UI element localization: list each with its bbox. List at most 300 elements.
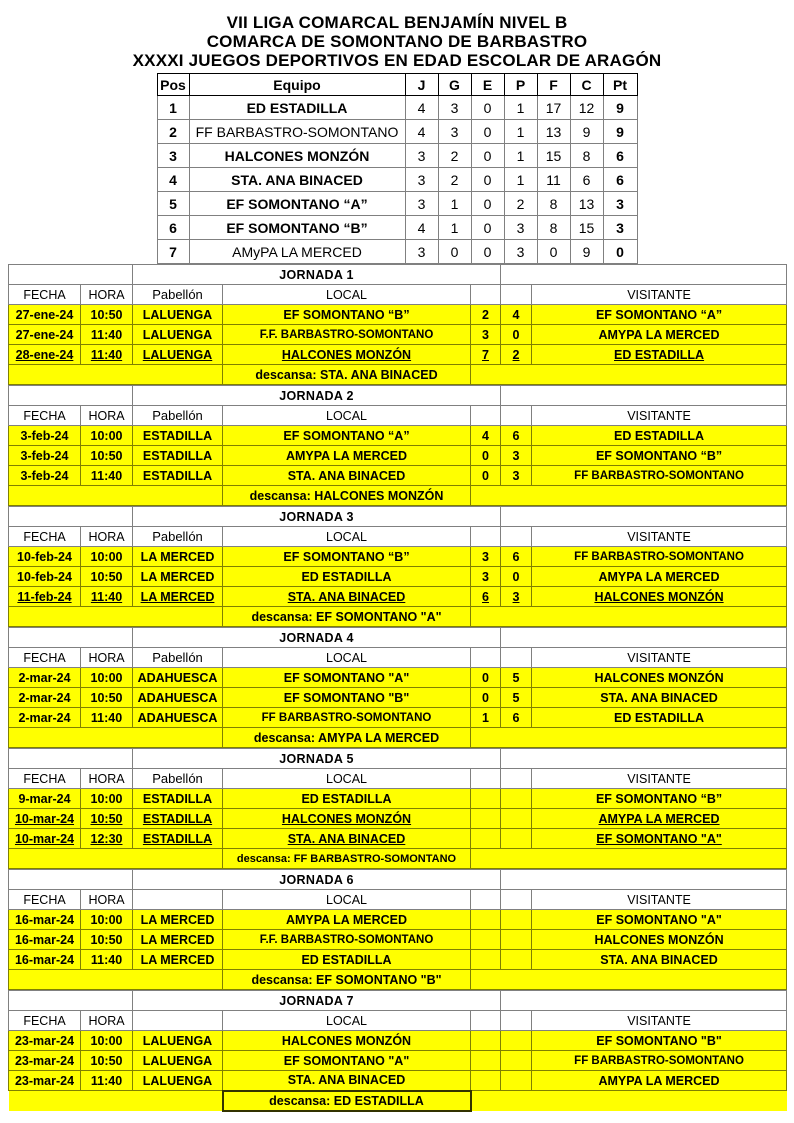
match-away-team: ED ESTADILLA bbox=[532, 345, 787, 365]
standings-cell-f: 8 bbox=[537, 192, 570, 216]
standings-cell-e: 0 bbox=[471, 240, 504, 264]
match-home-team: HALCONES MONZÓN bbox=[223, 809, 471, 829]
match-date: 23-mar-24 bbox=[9, 1051, 81, 1071]
rest-blank-right bbox=[471, 970, 787, 990]
match-home-team: ED ESTADILLA bbox=[223, 950, 471, 970]
rest-row bbox=[9, 849, 787, 869]
standings-cell-c: 6 bbox=[570, 168, 603, 192]
column-header-score-away bbox=[501, 769, 532, 789]
match-home-team: AMYPA LA MERCED bbox=[223, 910, 471, 930]
match-time: 10:00 bbox=[81, 547, 133, 567]
standings-cell-pt: 6 bbox=[603, 168, 637, 192]
standings-cell-team: HALCONES MONZÓN bbox=[189, 144, 405, 168]
match-away-team: FF BARBASTRO-SOMONTANO bbox=[532, 466, 787, 486]
standings-cell-pos: 1 bbox=[157, 96, 189, 120]
jornada-block bbox=[8, 748, 786, 869]
jornada-title-pad-right bbox=[501, 628, 787, 648]
standings-cell-c: 8 bbox=[570, 144, 603, 168]
standings-cell-j: 4 bbox=[405, 216, 438, 240]
match-date: 3-feb-24 bbox=[9, 446, 81, 466]
standings-row bbox=[157, 144, 637, 168]
match-venue: ADAHUESCA bbox=[133, 688, 223, 708]
match-venue: LA MERCED bbox=[133, 950, 223, 970]
match-time: 10:50 bbox=[81, 930, 133, 950]
jornada-table bbox=[8, 264, 787, 385]
column-header-score-home bbox=[471, 527, 501, 547]
match-row bbox=[9, 587, 787, 607]
match-home-team: EF SOMONTANO “B” bbox=[223, 305, 471, 325]
match-date: 27-ene-24 bbox=[9, 305, 81, 325]
rest-blank-right bbox=[471, 728, 787, 748]
standings-cell-f: 15 bbox=[537, 144, 570, 168]
match-away-team: AMYPA LA MERCED bbox=[532, 325, 787, 345]
match-away-team: EF SOMONTANO “B” bbox=[532, 446, 787, 466]
column-header-hora: HORA bbox=[81, 527, 133, 547]
match-time: 10:50 bbox=[81, 1051, 133, 1071]
jornada-title-pad-left bbox=[9, 749, 133, 769]
jornada-title: JORNADA 6 bbox=[133, 870, 501, 890]
match-score-home bbox=[471, 829, 501, 849]
rest-blank-left bbox=[9, 607, 223, 627]
jornada-header-row bbox=[9, 527, 787, 547]
match-score-home: 1 bbox=[471, 708, 501, 728]
match-time: 11:40 bbox=[81, 345, 133, 365]
column-header-visitante: VISITANTE bbox=[532, 406, 787, 426]
match-score-away bbox=[501, 910, 532, 930]
match-score-away: 0 bbox=[501, 325, 532, 345]
standings-cell-g: 2 bbox=[438, 144, 471, 168]
match-home-team: STA. ANA BINACED bbox=[223, 466, 471, 486]
match-away-team: STA. ANA BINACED bbox=[532, 950, 787, 970]
rest-blank-left bbox=[9, 849, 223, 869]
rest-team-label: descansa: HALCONES MONZÓN bbox=[223, 486, 471, 506]
standings-cell-pt: 9 bbox=[603, 96, 637, 120]
column-header-hora: HORA bbox=[81, 890, 133, 910]
column-header-hora: HORA bbox=[81, 769, 133, 789]
standings-header-e: E bbox=[471, 74, 504, 96]
rest-row bbox=[9, 607, 787, 627]
match-score-away: 6 bbox=[501, 426, 532, 446]
rest-blank-left bbox=[9, 970, 223, 990]
match-time: 10:00 bbox=[81, 668, 133, 688]
match-date: 9-mar-24 bbox=[9, 789, 81, 809]
standings-cell-pt: 6 bbox=[603, 144, 637, 168]
match-home-team: F.F. BARBASTRO-SOMONTANO bbox=[223, 325, 471, 345]
column-header-score-away bbox=[501, 406, 532, 426]
jornada-table bbox=[8, 627, 787, 748]
match-score-home: 3 bbox=[471, 325, 501, 345]
match-score-away: 3 bbox=[501, 587, 532, 607]
match-row bbox=[9, 567, 787, 587]
jornada-table bbox=[8, 506, 787, 627]
match-time: 11:40 bbox=[81, 708, 133, 728]
match-home-team: STA. ANA BINACED bbox=[223, 1071, 471, 1091]
standings-cell-e: 0 bbox=[471, 192, 504, 216]
match-venue: LA MERCED bbox=[133, 930, 223, 950]
match-row bbox=[9, 688, 787, 708]
title-line-juegos: XXXXI JUEGOS DEPORTIVOS EN EDAD ESCOLAR DE ARAGÓN bbox=[132, 51, 662, 70]
match-score-away: 6 bbox=[501, 547, 532, 567]
match-venue: ESTADILLA bbox=[133, 789, 223, 809]
standings-cell-j: 4 bbox=[405, 120, 438, 144]
standings-cell-g: 2 bbox=[438, 168, 471, 192]
match-score-away bbox=[501, 789, 532, 809]
jornada-title-pad-right bbox=[501, 507, 787, 527]
rest-blank-left bbox=[9, 728, 223, 748]
match-time: 11:40 bbox=[81, 325, 133, 345]
match-venue: LALUENGA bbox=[133, 305, 223, 325]
column-header-pabellon: Pabellón bbox=[133, 527, 223, 547]
column-header-score-home bbox=[471, 1011, 501, 1031]
column-header-score-home bbox=[471, 890, 501, 910]
jornada-block bbox=[8, 627, 786, 748]
match-row bbox=[9, 1031, 787, 1051]
match-away-team: AMYPA LA MERCED bbox=[532, 567, 787, 587]
standings-cell-c: 9 bbox=[570, 240, 603, 264]
standings-cell-team: FF BARBASTRO-SOMONTANO bbox=[189, 120, 405, 144]
match-score-home: 0 bbox=[471, 466, 501, 486]
match-row bbox=[9, 466, 787, 486]
column-header-visitante: VISITANTE bbox=[532, 890, 787, 910]
match-time: 11:40 bbox=[81, 587, 133, 607]
match-row bbox=[9, 1051, 787, 1071]
rest-row bbox=[9, 365, 787, 385]
match-away-team: FF BARBASTRO-SOMONTANO bbox=[532, 547, 787, 567]
column-header-score-away bbox=[501, 648, 532, 668]
jornada-block bbox=[8, 264, 786, 385]
match-venue: LALUENGA bbox=[133, 325, 223, 345]
match-row bbox=[9, 426, 787, 446]
rest-team-label: descansa: EF SOMONTANO "B" bbox=[223, 970, 471, 990]
match-row bbox=[9, 930, 787, 950]
rest-blank-right bbox=[471, 849, 787, 869]
standings-header-g: G bbox=[438, 74, 471, 96]
column-header-pabellon: Pabellón bbox=[133, 406, 223, 426]
column-header-local: LOCAL bbox=[223, 1011, 471, 1031]
standings-cell-team: AMyPA LA MERCED bbox=[189, 240, 405, 264]
column-header-pabellon: Pabellón bbox=[133, 769, 223, 789]
match-away-team: EF SOMONTANO "A" bbox=[532, 829, 787, 849]
rest-row bbox=[9, 970, 787, 990]
standings-cell-team: STA. ANA BINACED bbox=[189, 168, 405, 192]
standings-header-equipo: Equipo bbox=[189, 74, 405, 96]
match-away-team: HALCONES MONZÓN bbox=[532, 930, 787, 950]
match-away-team: EF SOMONTANO "B" bbox=[532, 1031, 787, 1051]
column-header-fecha: FECHA bbox=[9, 648, 81, 668]
match-score-away: 5 bbox=[501, 688, 532, 708]
match-date: 10-mar-24 bbox=[9, 829, 81, 849]
match-score-away: 3 bbox=[501, 446, 532, 466]
match-row bbox=[9, 1071, 787, 1091]
column-header-fecha: FECHA bbox=[9, 527, 81, 547]
match-venue: LA MERCED bbox=[133, 547, 223, 567]
column-header-local: LOCAL bbox=[223, 890, 471, 910]
match-away-team: ED ESTADILLA bbox=[532, 426, 787, 446]
match-score-away bbox=[501, 930, 532, 950]
standings-header-c: C bbox=[570, 74, 603, 96]
standings-header-p: P bbox=[504, 74, 537, 96]
match-score-home bbox=[471, 930, 501, 950]
match-home-team: HALCONES MONZÓN bbox=[223, 345, 471, 365]
standings-row bbox=[157, 120, 637, 144]
match-row bbox=[9, 910, 787, 930]
match-date: 16-mar-24 bbox=[9, 930, 81, 950]
rest-blank-right bbox=[471, 607, 787, 627]
standings-cell-c: 12 bbox=[570, 96, 603, 120]
jornada-header-row bbox=[9, 890, 787, 910]
standings-cell-e: 0 bbox=[471, 216, 504, 240]
match-score-away bbox=[501, 809, 532, 829]
standings-cell-p: 1 bbox=[504, 168, 537, 192]
match-date: 3-feb-24 bbox=[9, 466, 81, 486]
jornada-title-pad-right bbox=[501, 991, 787, 1011]
match-score-away bbox=[501, 1071, 532, 1091]
rest-blank-left bbox=[9, 365, 223, 385]
jornada-title-pad-right bbox=[501, 870, 787, 890]
standings-header-pos: Pos bbox=[157, 74, 189, 96]
jornada-table bbox=[8, 748, 787, 869]
match-score-home: 4 bbox=[471, 426, 501, 446]
column-header-score-away bbox=[501, 527, 532, 547]
standings-cell-team: ED ESTADILLA bbox=[189, 96, 405, 120]
match-date: 2-mar-24 bbox=[9, 688, 81, 708]
column-header-fecha: FECHA bbox=[9, 890, 81, 910]
jornada-title-pad-right bbox=[501, 749, 787, 769]
rest-row bbox=[9, 1091, 787, 1111]
standings-cell-g: 1 bbox=[438, 216, 471, 240]
match-date: 11-feb-24 bbox=[9, 587, 81, 607]
jornada-title: JORNADA 4 bbox=[133, 628, 501, 648]
standings-cell-pos: 2 bbox=[157, 120, 189, 144]
rest-blank-right bbox=[471, 1091, 787, 1111]
jornada-block bbox=[8, 506, 786, 627]
column-header-pabellon: Pabellón bbox=[133, 285, 223, 305]
standings-header-j: J bbox=[405, 74, 438, 96]
match-row bbox=[9, 829, 787, 849]
match-home-team: AMYPA LA MERCED bbox=[223, 446, 471, 466]
column-header-score-home bbox=[471, 406, 501, 426]
match-away-team: AMYPA LA MERCED bbox=[532, 1071, 787, 1091]
match-away-team: EF SOMONTANO “A” bbox=[532, 305, 787, 325]
match-score-away: 5 bbox=[501, 668, 532, 688]
match-score-home bbox=[471, 910, 501, 930]
match-row bbox=[9, 446, 787, 466]
match-away-team: HALCONES MONZÓN bbox=[532, 668, 787, 688]
match-score-away bbox=[501, 1031, 532, 1051]
match-time: 10:00 bbox=[81, 1031, 133, 1051]
match-score-home: 0 bbox=[471, 668, 501, 688]
standings-cell-c: 9 bbox=[570, 120, 603, 144]
standings-cell-e: 0 bbox=[471, 144, 504, 168]
match-home-team: EF SOMONTANO "A" bbox=[223, 668, 471, 688]
match-time: 10:00 bbox=[81, 910, 133, 930]
match-home-team: EF SOMONTANO “A” bbox=[223, 426, 471, 446]
standings-cell-pt: 3 bbox=[603, 192, 637, 216]
column-header-hora: HORA bbox=[81, 406, 133, 426]
match-away-team: EF SOMONTANO "A" bbox=[532, 910, 787, 930]
jornada-title: JORNADA 2 bbox=[133, 386, 501, 406]
match-time: 10:00 bbox=[81, 426, 133, 446]
match-time: 10:50 bbox=[81, 305, 133, 325]
rest-row bbox=[9, 486, 787, 506]
match-time: 10:00 bbox=[81, 789, 133, 809]
standings-cell-pt: 9 bbox=[603, 120, 637, 144]
match-home-team: EF SOMONTANO "A" bbox=[223, 1051, 471, 1071]
rest-team-label: descansa: AMYPA LA MERCED bbox=[223, 728, 471, 748]
match-row bbox=[9, 950, 787, 970]
match-score-home bbox=[471, 789, 501, 809]
standings-cell-p: 1 bbox=[504, 120, 537, 144]
standings-section bbox=[0, 73, 794, 264]
match-away-team: EF SOMONTANO “B” bbox=[532, 789, 787, 809]
column-header-fecha: FECHA bbox=[9, 406, 81, 426]
standings-cell-g: 3 bbox=[438, 96, 471, 120]
standings-row bbox=[157, 240, 637, 264]
jornada-block bbox=[8, 990, 786, 1112]
standings-cell-pos: 5 bbox=[157, 192, 189, 216]
column-header-score-home bbox=[471, 285, 501, 305]
match-score-home: 0 bbox=[471, 446, 501, 466]
match-score-home: 2 bbox=[471, 305, 501, 325]
standings-cell-f: 13 bbox=[537, 120, 570, 144]
match-date: 2-mar-24 bbox=[9, 708, 81, 728]
jornada-table bbox=[8, 869, 787, 990]
standings-cell-f: 11 bbox=[537, 168, 570, 192]
column-header-fecha: FECHA bbox=[9, 1011, 81, 1031]
match-score-home: 7 bbox=[471, 345, 501, 365]
match-score-home: 3 bbox=[471, 547, 501, 567]
standings-cell-e: 0 bbox=[471, 168, 504, 192]
match-date: 10-mar-24 bbox=[9, 809, 81, 829]
match-time: 11:40 bbox=[81, 950, 133, 970]
match-date: 2-mar-24 bbox=[9, 668, 81, 688]
jornada-title-pad-right bbox=[501, 265, 787, 285]
column-header-local: LOCAL bbox=[223, 406, 471, 426]
standings-cell-pt: 3 bbox=[603, 216, 637, 240]
standings-cell-pt: 0 bbox=[603, 240, 637, 264]
jornada-header-row bbox=[9, 769, 787, 789]
jornada-header-row bbox=[9, 648, 787, 668]
jornada-header-row bbox=[9, 285, 787, 305]
standings-cell-p: 1 bbox=[504, 144, 537, 168]
match-time: 10:50 bbox=[81, 567, 133, 587]
column-header-visitante: VISITANTE bbox=[532, 769, 787, 789]
standings-cell-e: 0 bbox=[471, 96, 504, 120]
column-header-visitante: VISITANTE bbox=[532, 527, 787, 547]
standings-cell-f: 0 bbox=[537, 240, 570, 264]
column-header-hora: HORA bbox=[81, 1011, 133, 1031]
match-venue: ESTADILLA bbox=[133, 426, 223, 446]
match-row bbox=[9, 789, 787, 809]
match-date: 3-feb-24 bbox=[9, 426, 81, 446]
column-header-local: LOCAL bbox=[223, 527, 471, 547]
match-score-home bbox=[471, 950, 501, 970]
standings-cell-p: 1 bbox=[504, 96, 537, 120]
document-title-block bbox=[0, 0, 794, 70]
match-home-team: EF SOMONTANO “B” bbox=[223, 547, 471, 567]
match-away-team: HALCONES MONZÓN bbox=[532, 587, 787, 607]
match-venue: LA MERCED bbox=[133, 587, 223, 607]
column-header-pabellon bbox=[133, 1011, 223, 1031]
standings-cell-p: 3 bbox=[504, 240, 537, 264]
jornada-block bbox=[8, 385, 786, 506]
rest-blank-left bbox=[9, 486, 223, 506]
match-date: 23-mar-24 bbox=[9, 1031, 81, 1051]
match-venue: ESTADILLA bbox=[133, 466, 223, 486]
standings-table bbox=[157, 73, 638, 264]
jornada-title-row bbox=[9, 386, 787, 406]
match-time: 10:50 bbox=[81, 688, 133, 708]
match-home-team: STA. ANA BINACED bbox=[223, 829, 471, 849]
match-home-team: ED ESTADILLA bbox=[223, 567, 471, 587]
title-line-league: VII LIGA COMARCAL BENJAMÍN NIVEL B bbox=[226, 13, 568, 32]
jornada-title-pad-left bbox=[9, 991, 133, 1011]
standings-header-f: F bbox=[537, 74, 570, 96]
jornada-title: JORNADA 1 bbox=[133, 265, 501, 285]
standings-cell-j: 3 bbox=[405, 192, 438, 216]
column-header-local: LOCAL bbox=[223, 769, 471, 789]
match-venue: LALUENGA bbox=[133, 345, 223, 365]
jornada-title-row bbox=[9, 628, 787, 648]
jornada-title-row bbox=[9, 991, 787, 1011]
jornada-title-row bbox=[9, 507, 787, 527]
match-venue: ADAHUESCA bbox=[133, 708, 223, 728]
match-away-team: ED ESTADILLA bbox=[532, 708, 787, 728]
match-venue: LA MERCED bbox=[133, 567, 223, 587]
match-home-team: EF SOMONTANO "B" bbox=[223, 688, 471, 708]
standings-cell-p: 2 bbox=[504, 192, 537, 216]
title-line-comarca: COMARCA DE SOMONTANO DE BARBASTRO bbox=[206, 32, 588, 51]
standings-cell-j: 3 bbox=[405, 240, 438, 264]
match-row bbox=[9, 708, 787, 728]
jornada-title-row bbox=[9, 870, 787, 890]
jornada-title: JORNADA 5 bbox=[133, 749, 501, 769]
match-venue: LALUENGA bbox=[133, 1071, 223, 1091]
column-header-local: LOCAL bbox=[223, 648, 471, 668]
match-date: 16-mar-24 bbox=[9, 950, 81, 970]
column-header-fecha: FECHA bbox=[9, 285, 81, 305]
jornada-title-pad-left bbox=[9, 386, 133, 406]
jornada-header-row bbox=[9, 406, 787, 426]
match-score-away bbox=[501, 829, 532, 849]
standings-row bbox=[157, 192, 637, 216]
jornada-title-pad-left bbox=[9, 507, 133, 527]
jornada-title-pad-right bbox=[501, 386, 787, 406]
rest-team-label: descansa: STA. ANA BINACED bbox=[223, 365, 471, 385]
match-venue: ADAHUESCA bbox=[133, 668, 223, 688]
match-home-team: FF BARBASTRO-SOMONTANO bbox=[223, 708, 471, 728]
column-header-score-away bbox=[501, 890, 532, 910]
match-venue: ESTADILLA bbox=[133, 446, 223, 466]
standings-cell-pos: 7 bbox=[157, 240, 189, 264]
match-time: 11:40 bbox=[81, 466, 133, 486]
jornada-table bbox=[8, 990, 787, 1112]
match-away-team: FF BARBASTRO-SOMONTANO bbox=[532, 1051, 787, 1071]
match-score-home bbox=[471, 809, 501, 829]
match-score-away: 2 bbox=[501, 345, 532, 365]
standings-cell-j: 3 bbox=[405, 144, 438, 168]
column-header-pabellon bbox=[133, 890, 223, 910]
standings-cell-c: 15 bbox=[570, 216, 603, 240]
match-away-team: STA. ANA BINACED bbox=[532, 688, 787, 708]
jornadas-section bbox=[0, 264, 794, 1112]
match-row bbox=[9, 809, 787, 829]
match-score-away bbox=[501, 1051, 532, 1071]
rest-blank-left bbox=[9, 1091, 223, 1111]
standings-cell-p: 3 bbox=[504, 216, 537, 240]
rest-row bbox=[9, 728, 787, 748]
match-time: 10:50 bbox=[81, 446, 133, 466]
